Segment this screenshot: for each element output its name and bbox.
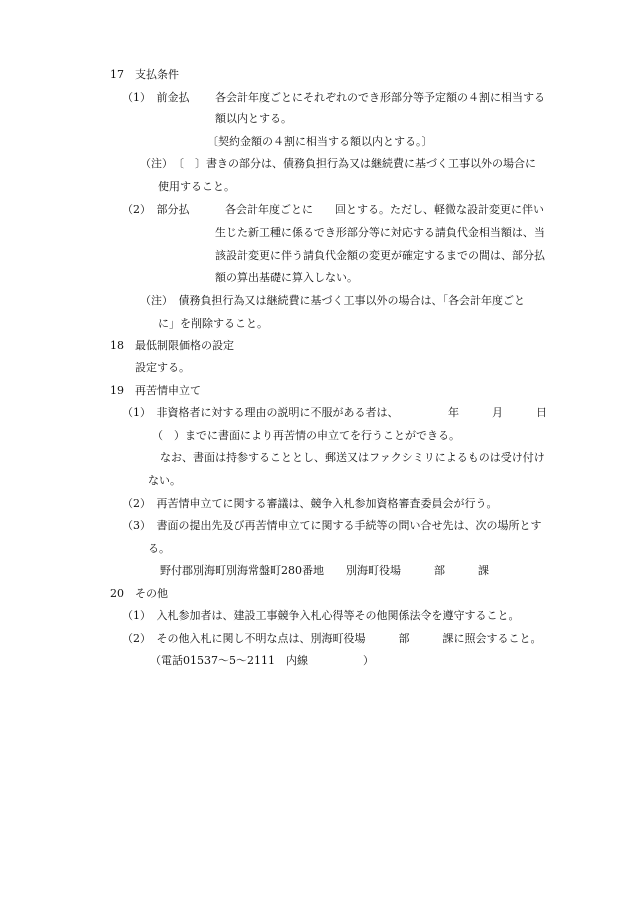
section-19-item1-line3: なお、書面は持参することとし、郵送又はファクシミリによるものは受け付け [160,451,545,464]
section-19-address: 野付郡別海町別海常盤町280番地 別海町役場 部 課 [160,564,489,577]
section-20-item1: （1） 入札参加者は、建設工事競争入札心得等その他関係法令を遵守すること。 [122,609,520,622]
section-19-item1-line4: ない。 [148,474,181,487]
section-17-note1-line1: （注） 〔 〕書きの部分は、債務負担行為又は継続費に基づく工事以外の場合に [140,157,536,170]
section-17-item1-text: 各会計年度ごとにそれぞれのでき形部分等予定額の４割に相当する [215,91,545,104]
section-17-item1-text-cont: 額以内とする。 [215,112,292,125]
section-19-item1-line1: （1） 非資格者に対する理由の説明に不服がある者は、 年 月 日 [122,406,547,419]
section-17-note2-line1: （注） 債務負担行為又は継続費に基づく工事以外の場合は、「各会計年度ごと [140,294,525,307]
section-17-heading: 17 支払条件 [110,68,179,81]
section-17-item2-text-cont3: 額の算出基礎に算入しない。 [215,271,358,284]
section-18-text: 設定する。 [135,361,190,374]
section-20-item2: （2） その他入札に関し不明な点は、別海町役場 部 課に照会すること。 [122,632,542,645]
section-17-item2-label: （2） 部分払 [122,203,190,216]
section-17-item1-label: （1） 前金払 [122,91,190,104]
section-19-item2: （2） 再苦情申立てに関する審議は、競争入札参加資格審査委員会が行う。 [122,497,498,510]
section-19-item3-line2: る。 [148,542,170,555]
section-19-item1-line2: （ ）までに書面により再苦情の申立てを行うことができる。 [152,429,460,442]
section-20-heading: 20 その他 [110,587,168,600]
section-17-item1-bracket: 〔契約金額の４割に相当する額以内とする。〕 [207,135,433,148]
section-20-phone: （電話01537～5～2111 内線 ） [150,654,374,667]
section-19-item3-line1: （3） 書面の提出先及び再苦情申立てに関する手続等の問い合せ先は、次の場所とす [122,519,542,532]
section-17-item2-text: 各会計年度ごとに 回とする。ただし、軽微な設計変更に伴い [225,203,544,216]
section-18-heading: 18 最低制限価格の設定 [110,339,234,352]
section-19-heading: 19 再苦情申立て [110,384,201,397]
section-17-note2-line2: に」を削除すること。 [158,317,268,330]
section-17-item2-text-cont1: 生じた新工種に係るでき形部分等に対応する請負代金相当額は、当 [215,226,545,239]
section-17-note1-line2: 使用すること。 [158,180,235,193]
section-17-item2-text-cont2: 該設計変更に伴う請負代金額の変更が確定するまでの間は、部分払 [215,249,545,262]
